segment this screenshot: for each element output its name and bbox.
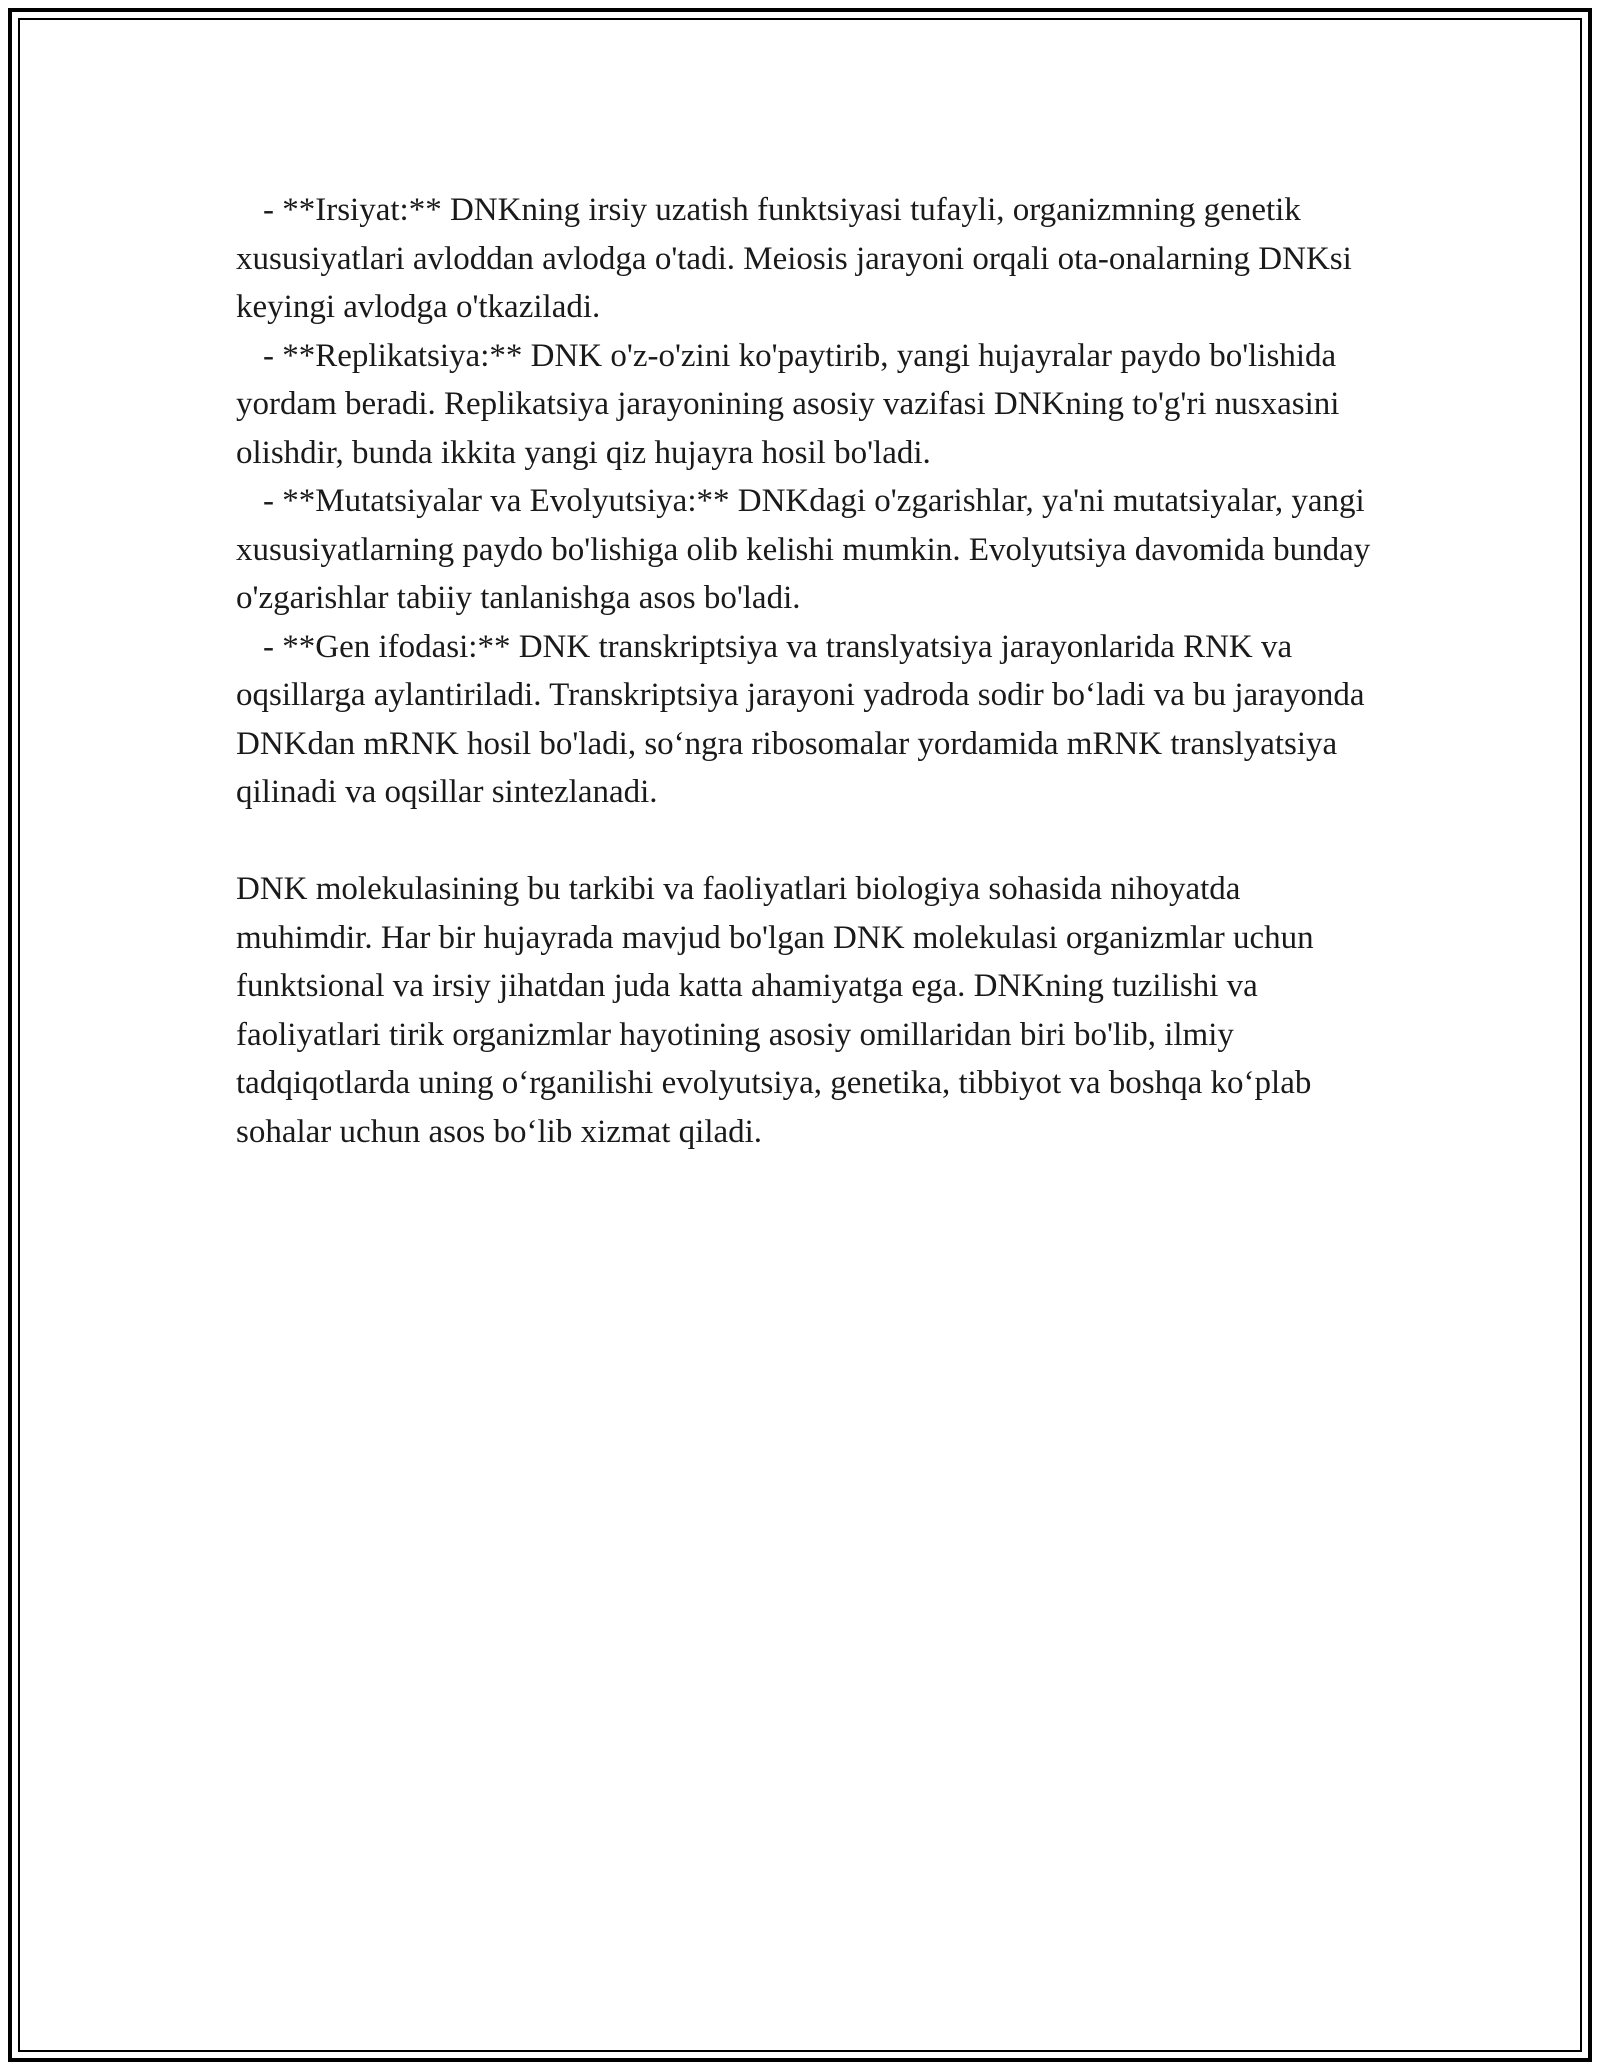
conclusion-paragraph: DNK molekulasining bu tarkibi va faoliyatlari biologiya sohasida nihoyatda muhimdir. Har bir hujayrada mavjud bo'lgan DNK molekulasi organizmlar uchun funktsional va irsiy jihatdan juda katta ahamiyatga ega. DNKning tuzilishi va faoliyatlari tirik organizmlar hayotining asosiy omillaridan biri bo'lib, ilmiy tadqiqotlarda uning o‘rganilishi evolyutsiya, genetika, tibbiyot va boshqa ko‘plab sohalar uchun asos bo‘lib xizmat qiladi.: [236, 871, 1314, 1150]
bullet-irsiyat: - **Irsiyat:** DNKning irsiy uzatish funktsiyasi tufayli, organizmning genetik xususiyatlari avloddan avlodga o'tadi. Meiosis jarayoni orqali ota-onalarning DNKsi keyingi avlodga o'tkaziladi.: [236, 192, 1352, 325]
bullet-mutatsiyalar: - **Mutatsiyalar va Evolyutsiya:** DNKdagi o'zgarishlar, ya'ni mutatsiyalar, yangi xususiyatlarning paydo bo'lishiga olib kelishi mumkin. Evolyutsiya davomida bunday o'zgarishlar tabiiy tanlanishga asos bo'ladi.: [236, 483, 1371, 616]
bullet-gen-ifodasi: - **Gen ifodasi:** DNK transkriptsiya va translyatsiya jarayonlarida RNK va oqsillarga aylantiriladi. Transkriptsiya jarayoni yadroda sodir bo‘ladi va bu jarayonda DNKdan mRNK hosil bo'ladi, so‘ngra ribosomalar yordamida mRNK translyatsiya qilinadi va oqsillar sintezlanadi.: [236, 628, 1365, 810]
paragraph-spacer: [236, 817, 1376, 866]
document-body: [236, 186, 1376, 1156]
bullet-replikatsiya: - **Replikatsiya:** DNK o'z-o'zini ko'paytirib, yangi hujayralar paydo bo'lishida yordam beradi. Replikatsiya jarayonining asosiy vazifasi DNKning to'g'ri nusxasini olishdir, bunda ikkita yangi qiz hujayra hosil bo'ladi.: [236, 337, 1340, 471]
